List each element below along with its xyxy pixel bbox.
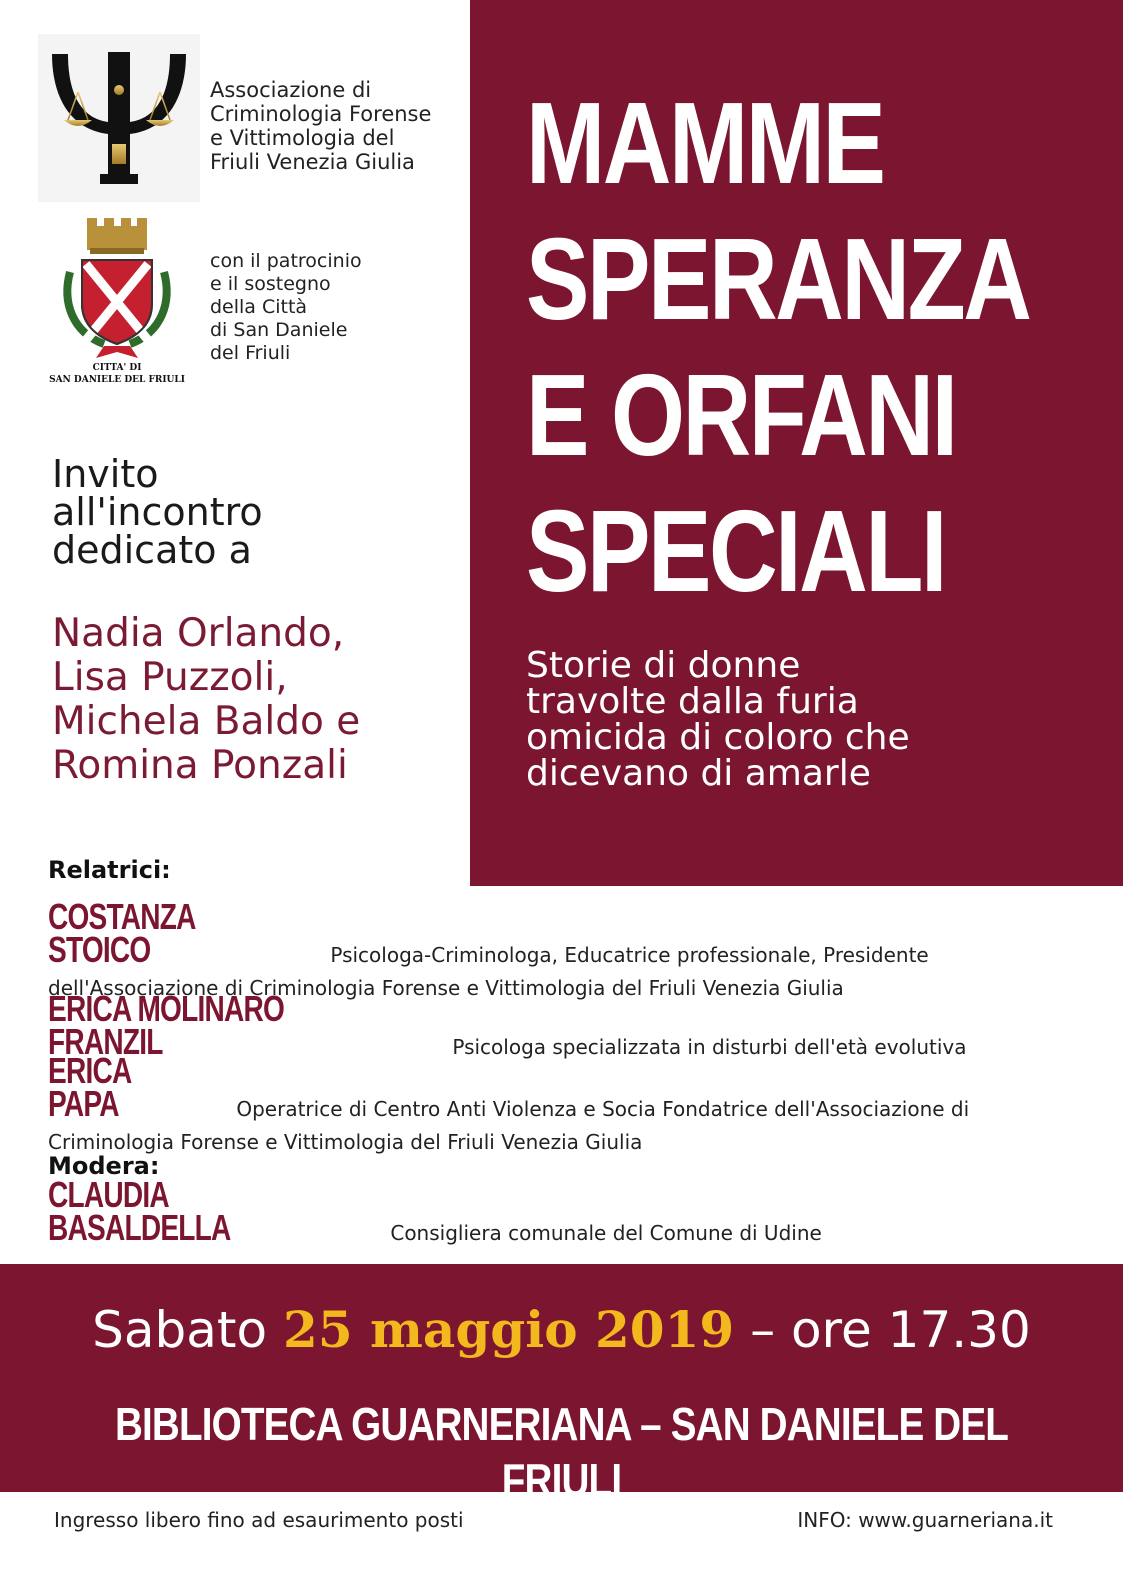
event-day: Sabato	[92, 1301, 268, 1359]
speaker-role: Psicologa specializzata in disturbi dell'età evolutiva	[452, 1035, 967, 1059]
speaker-name: ERICA PAPA	[48, 1050, 131, 1124]
relatrici-label: Relatrici:	[48, 856, 171, 884]
info-link[interactable]: INFO: www.guarneriana.it	[797, 1508, 1053, 1532]
title-panel	[470, 0, 1123, 886]
schedule-band	[0, 1264, 1123, 1506]
event-subtitle: Storie di donne travolte dalla furia omicida di coloro che dicevano di amarle	[526, 645, 910, 794]
speaker-erica-papa	[48, 1050, 1068, 1159]
entry-note: Ingresso libero fino ad esaurimento posti	[54, 1508, 464, 1532]
association-logo	[38, 34, 200, 202]
modera-label: Modera:	[48, 1152, 160, 1180]
honorees-list: Nadia Orlando, Lisa Puzzoli, Michela Baldo e Romina Ponzali	[52, 611, 361, 788]
event-time: – ore 17.30	[750, 1301, 1031, 1359]
association-name: Associazione di Criminologia Forense e Vittimologia del Friuli Venezia Giulia	[210, 78, 432, 174]
town-crest	[42, 212, 192, 390]
moderator-role: Consigliera comunale del Comune di Udine	[390, 1221, 822, 1245]
invite-text: Invito all'incontro dedicato a	[52, 452, 263, 572]
patronage-text: con il patrocinio e il sostegno della Città di San Daniele del Friuli	[210, 250, 362, 364]
speaker-name: COSTANZA STOICO	[48, 896, 195, 970]
moderator-claudia-basaldella	[48, 1174, 1068, 1250]
speaker-name: ERICA MOLINARO FRANZIL	[48, 988, 285, 1062]
town-crest-icon	[42, 212, 192, 362]
event-date: 25 maggio 2019	[283, 1300, 735, 1359]
crest-caption: CITTA' DI SAN DANIELE DEL FRIULI	[49, 363, 185, 385]
event-venue: BIBLIOTECA GUARNERIANA – SAN DANIELE DEL FRIULI	[114, 1398, 1009, 1506]
speaker-role: Operatrice di Centro Anti Violenza e Socia Fondatrice dell'Associazione di Criminologia Forense e Vittimologia del Friuli Venezia Giulia	[48, 1097, 970, 1154]
speaker-role: Psicologa-Criminologa, Educatrice professionale, Presidente dell'Associazione di Criminologia Forense e Vittimologia del Friuli Venezia Giulia	[48, 943, 929, 1000]
moderator-name: CLAUDIA BASALDELLA	[48, 1174, 231, 1248]
venue-line	[0, 1396, 1123, 1508]
psi-scales-logo-icon	[38, 34, 200, 202]
date-line	[0, 1300, 1123, 1360]
event-title: MAMME SPERANZA E ORFANI SPECIALI	[526, 78, 1030, 616]
